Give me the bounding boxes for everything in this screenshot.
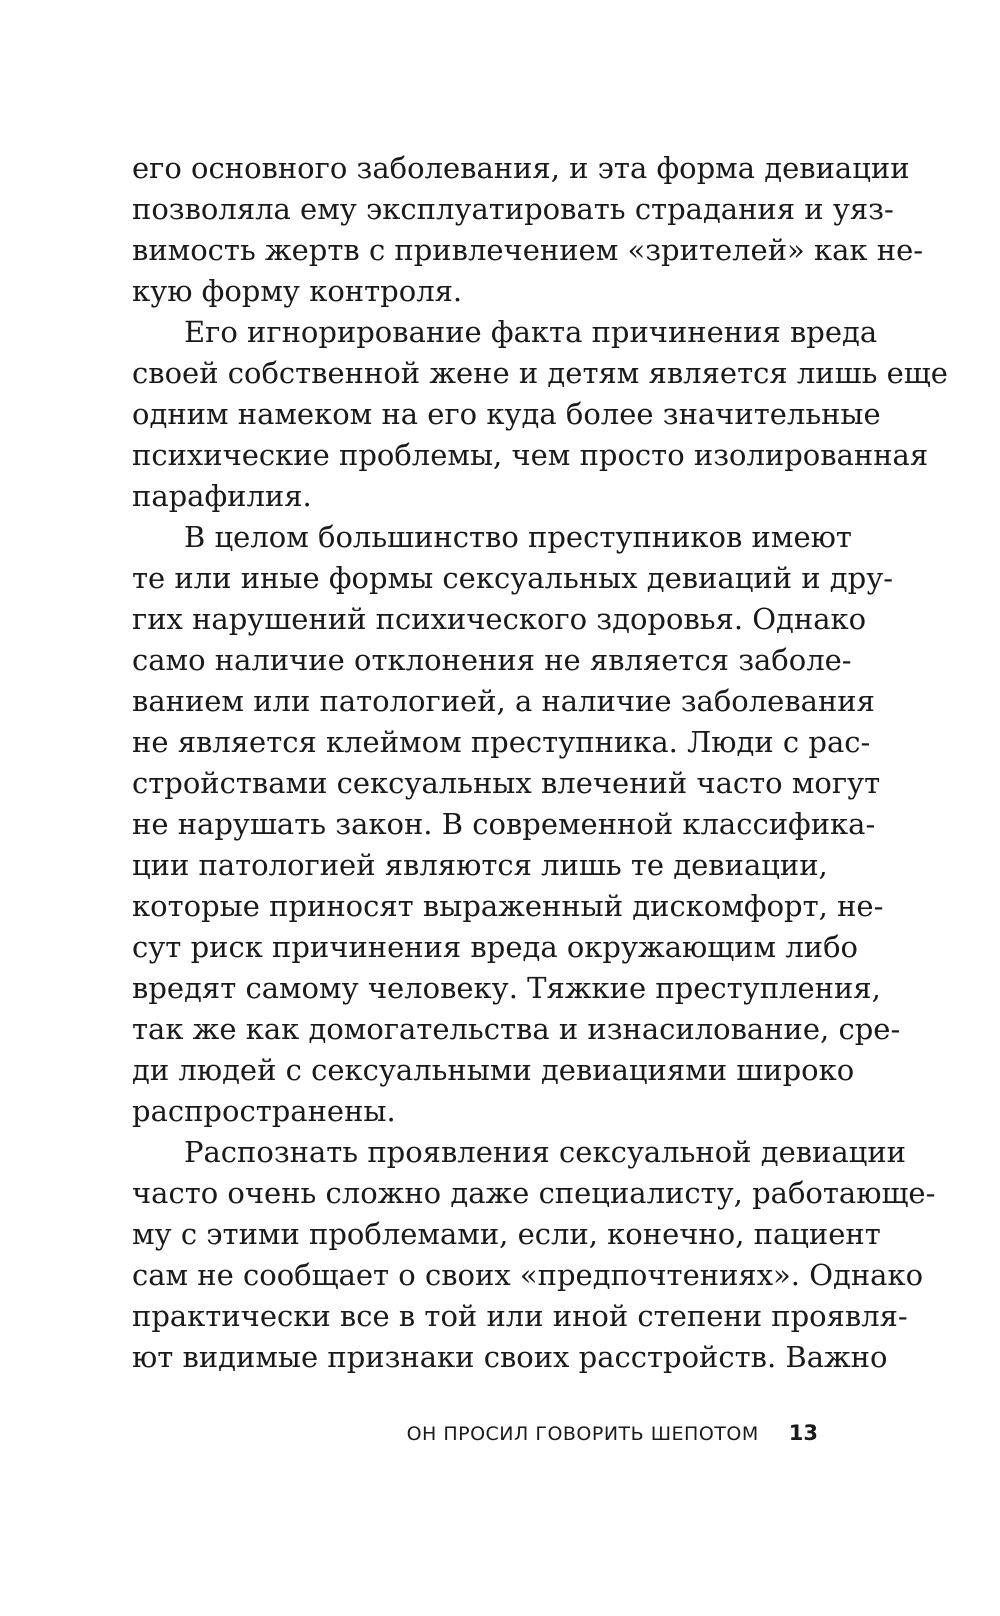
text-line: практически все в той или иной степени проявля- bbox=[132, 1299, 908, 1333]
paragraph-4 bbox=[132, 1132, 936, 1378]
text-line: вредят самому человеку. Тяжкие преступления, bbox=[132, 971, 881, 1005]
text-line: Его игнорирование факта причинения вреда bbox=[184, 315, 878, 349]
text-line: сут риск причинения вреда окружающим либо bbox=[132, 930, 859, 964]
paragraph-1 bbox=[132, 148, 924, 312]
paragraph-2 bbox=[132, 312, 948, 517]
text-line: само наличие отклонения не является заболе- bbox=[132, 643, 852, 677]
text-line: вимость жертв с привлечением «зрителей» как не- bbox=[132, 233, 924, 267]
text-line: ди людей с сексуальными девиациями широко bbox=[132, 1053, 855, 1087]
body-text bbox=[132, 148, 948, 1378]
text-line: так же как домогательства и изнасилование, сре- bbox=[132, 1012, 901, 1046]
text-line: его основного заболевания, и эта форма девиации bbox=[132, 151, 910, 185]
text-line: позволяла ему эксплуатировать страдания и уяз- bbox=[132, 192, 894, 226]
text-line: ют видимые признаки своих расстройств. Важно bbox=[132, 1340, 888, 1374]
running-title: ОН ПРОСИЛ ГОВОРИТЬ ШЕПОТОМ bbox=[406, 1423, 759, 1445]
page-number: 13 bbox=[788, 1421, 818, 1445]
page-footer bbox=[407, 1421, 818, 1445]
paragraph-3 bbox=[132, 517, 901, 1132]
text-line: ванием или патологией, а наличие заболевания bbox=[132, 684, 875, 718]
text-line: распространены. bbox=[132, 1094, 396, 1128]
text-line: часто очень сложно даже специалисту, работающе- bbox=[132, 1176, 936, 1210]
text-line: сам не сообщает о своих «предпочтениях». Однако bbox=[132, 1258, 924, 1292]
text-line: не нарушать закон. В современной классифика- bbox=[132, 807, 876, 841]
text-line: В целом большинство преступников имеют bbox=[184, 520, 852, 554]
text-line: которые приносят выраженный дискомфорт, не- bbox=[132, 889, 884, 923]
text-line: те или иные формы сексуальных девиаций и дру- bbox=[132, 561, 894, 595]
text-line: стройствами сексуальных влечений часто могут bbox=[132, 766, 881, 800]
text-line: гих нарушений психического здоровья. Однако bbox=[132, 602, 867, 636]
text-line: психические проблемы, чем просто изолированная bbox=[132, 438, 929, 472]
text-line: кую форму контроля. bbox=[132, 274, 463, 308]
text-line: парафилия. bbox=[132, 479, 312, 513]
text-line: своей собственной жене и детям является лишь еще bbox=[132, 356, 948, 390]
text-line: ции патологией являются лишь те девиации, bbox=[132, 848, 828, 882]
text-line: Распознать проявления сексуальной девиации bbox=[184, 1135, 906, 1169]
text-line: му с этими проблемами, если, конечно, пациент bbox=[132, 1217, 881, 1251]
text-line: не является клеймом преступника. Люди с рас- bbox=[132, 725, 871, 759]
text-line: одним намеком на его куда более значительные bbox=[132, 397, 881, 431]
